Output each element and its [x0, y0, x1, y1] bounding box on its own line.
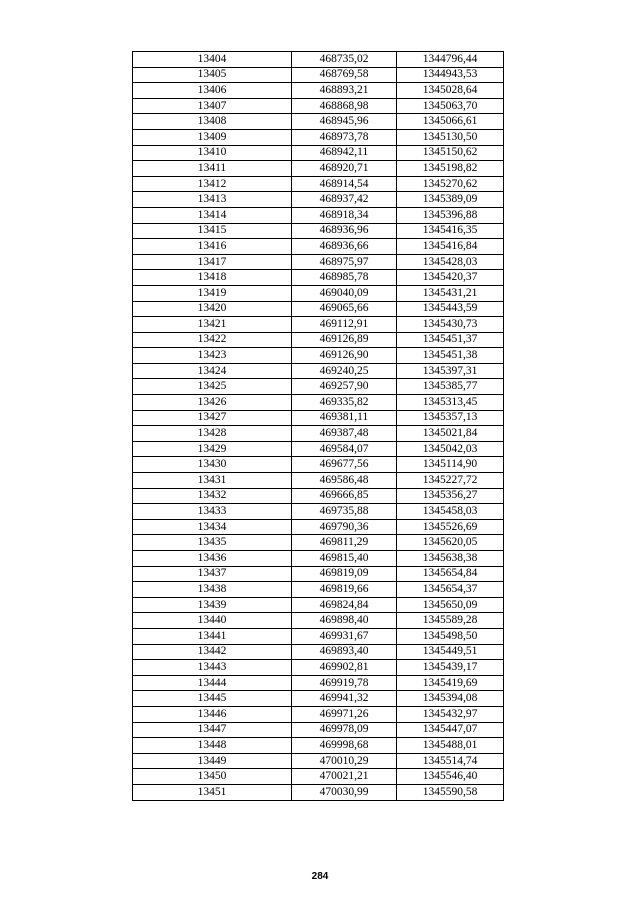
y-coordinate-cell: 1345270,62: [397, 176, 504, 192]
table-row: [133, 317, 504, 333]
x-coordinate-cell: 469112,91: [292, 317, 397, 333]
point-number-cell: 13404: [133, 52, 292, 68]
table-row: [133, 441, 504, 457]
y-coordinate-cell: 1345439,17: [397, 660, 504, 676]
point-number-cell: 13436: [133, 551, 292, 567]
point-number-cell: 13441: [133, 628, 292, 644]
point-number-cell: 13410: [133, 145, 292, 161]
table-row: [133, 395, 504, 411]
y-coordinate-cell: 1345590,58: [397, 784, 504, 800]
table-row: [133, 738, 504, 754]
point-number-cell: 13415: [133, 223, 292, 239]
point-number-cell: 13411: [133, 161, 292, 177]
point-number-cell: 13430: [133, 457, 292, 473]
point-number-cell: 13440: [133, 613, 292, 629]
y-coordinate-cell: 1345451,37: [397, 332, 504, 348]
point-number-cell: 13420: [133, 301, 292, 317]
table-row: [133, 223, 504, 239]
point-number-cell: 13446: [133, 706, 292, 722]
x-coordinate-cell: 469811,29: [292, 535, 397, 551]
y-coordinate-cell: 1345385,77: [397, 379, 504, 395]
x-coordinate-cell: 469677,56: [292, 457, 397, 473]
table-row: [133, 628, 504, 644]
y-coordinate-cell: 1345443,59: [397, 301, 504, 317]
table-row: [133, 660, 504, 676]
x-coordinate-cell: 469335,82: [292, 395, 397, 411]
table-row: [133, 301, 504, 317]
y-coordinate-cell: 1345198,82: [397, 161, 504, 177]
table-row: [133, 379, 504, 395]
y-coordinate-cell: 1345654,84: [397, 566, 504, 582]
x-coordinate-cell: 470030,99: [292, 784, 397, 800]
x-coordinate-cell: 468918,34: [292, 207, 397, 223]
y-coordinate-cell: 1345416,35: [397, 223, 504, 239]
point-number-cell: 13438: [133, 582, 292, 598]
point-number-cell: 13433: [133, 504, 292, 520]
x-coordinate-cell: 468868,98: [292, 98, 397, 114]
y-coordinate-cell: 1345458,03: [397, 504, 504, 520]
x-coordinate-cell: 469893,40: [292, 644, 397, 660]
x-coordinate-cell: 469941,32: [292, 691, 397, 707]
point-number-cell: 13405: [133, 67, 292, 83]
x-coordinate-cell: 469735,88: [292, 504, 397, 520]
x-coordinate-cell: 469387,48: [292, 426, 397, 442]
x-coordinate-cell: 468936,66: [292, 239, 397, 255]
x-coordinate-cell: 468920,71: [292, 161, 397, 177]
y-coordinate-cell: 1345650,09: [397, 597, 504, 613]
y-coordinate-cell: 1345227,72: [397, 473, 504, 489]
x-coordinate-cell: 468936,96: [292, 223, 397, 239]
y-coordinate-cell: 1345419,69: [397, 675, 504, 691]
table-row: [133, 67, 504, 83]
x-coordinate-cell: 468973,78: [292, 129, 397, 145]
x-coordinate-cell: 468937,42: [292, 192, 397, 208]
page-number: 284: [311, 871, 329, 882]
y-coordinate-cell: 1345498,50: [397, 628, 504, 644]
table-row: [133, 551, 504, 567]
point-number-cell: 13424: [133, 363, 292, 379]
table-row: [133, 52, 504, 68]
table-row: [133, 207, 504, 223]
table-row: [133, 769, 504, 785]
point-number-cell: 13422: [133, 332, 292, 348]
point-number-cell: 13431: [133, 473, 292, 489]
x-coordinate-cell: 469040,09: [292, 285, 397, 301]
point-number-cell: 13443: [133, 660, 292, 676]
point-number-cell: 13448: [133, 738, 292, 754]
point-number-cell: 13412: [133, 176, 292, 192]
y-coordinate-cell: 1345063,70: [397, 98, 504, 114]
y-coordinate-cell: 1345638,38: [397, 551, 504, 567]
table-row: [133, 83, 504, 99]
x-coordinate-cell: 468985,78: [292, 270, 397, 286]
table-row: [133, 426, 504, 442]
point-number-cell: 13421: [133, 317, 292, 333]
table-row: [133, 504, 504, 520]
point-number-cell: 13447: [133, 722, 292, 738]
y-coordinate-cell: 1345430,73: [397, 317, 504, 333]
y-coordinate-cell: 1345654,37: [397, 582, 504, 598]
table-row: [133, 457, 504, 473]
table-row: [133, 285, 504, 301]
point-number-cell: 13413: [133, 192, 292, 208]
table-row: [133, 582, 504, 598]
x-coordinate-cell: 469257,90: [292, 379, 397, 395]
x-coordinate-cell: 469126,89: [292, 332, 397, 348]
point-number-cell: 13434: [133, 519, 292, 535]
y-coordinate-cell: 1345432,97: [397, 706, 504, 722]
table-row: [133, 363, 504, 379]
x-coordinate-cell: 469240,25: [292, 363, 397, 379]
y-coordinate-cell: 1344943,53: [397, 67, 504, 83]
y-coordinate-cell: 1345396,88: [397, 207, 504, 223]
x-coordinate-cell: 469666,85: [292, 488, 397, 504]
x-coordinate-cell: 469381,11: [292, 410, 397, 426]
table-row: [133, 706, 504, 722]
table-row: [133, 784, 504, 800]
x-coordinate-cell: 469902,81: [292, 660, 397, 676]
x-coordinate-cell: 469815,40: [292, 551, 397, 567]
x-coordinate-cell: 469586,48: [292, 473, 397, 489]
x-coordinate-cell: 470010,29: [292, 753, 397, 769]
y-coordinate-cell: 1345620,05: [397, 535, 504, 551]
point-number-cell: 13409: [133, 129, 292, 145]
y-coordinate-cell: 1345546,40: [397, 769, 504, 785]
x-coordinate-cell: 469126,90: [292, 348, 397, 364]
x-coordinate-cell: 469971,26: [292, 706, 397, 722]
x-coordinate-cell: 469898,40: [292, 613, 397, 629]
y-coordinate-cell: 1345428,03: [397, 254, 504, 270]
y-coordinate-cell: 1345357,13: [397, 410, 504, 426]
x-coordinate-cell: 468893,21: [292, 83, 397, 99]
point-number-cell: 13432: [133, 488, 292, 504]
point-number-cell: 13419: [133, 285, 292, 301]
y-coordinate-cell: 1344796,44: [397, 52, 504, 68]
y-coordinate-cell: 1345488,01: [397, 738, 504, 754]
x-coordinate-cell: 468769,58: [292, 67, 397, 83]
table-row: [133, 675, 504, 691]
table-row: [133, 535, 504, 551]
x-coordinate-cell: 469790,36: [292, 519, 397, 535]
point-number-cell: 13408: [133, 114, 292, 130]
table-body: [133, 52, 504, 801]
x-coordinate-cell: 469998,68: [292, 738, 397, 754]
point-number-cell: 13423: [133, 348, 292, 364]
table-row: [133, 597, 504, 613]
y-coordinate-cell: 1345042,03: [397, 441, 504, 457]
point-number-cell: 13418: [133, 270, 292, 286]
point-number-cell: 13445: [133, 691, 292, 707]
point-number-cell: 13451: [133, 784, 292, 800]
point-number-cell: 13428: [133, 426, 292, 442]
table-row: [133, 129, 504, 145]
point-number-cell: 13429: [133, 441, 292, 457]
x-coordinate-cell: 469584,07: [292, 441, 397, 457]
y-coordinate-cell: 1345028,64: [397, 83, 504, 99]
y-coordinate-cell: 1345589,28: [397, 613, 504, 629]
point-number-cell: 13435: [133, 535, 292, 551]
x-coordinate-cell: 470021,21: [292, 769, 397, 785]
point-number-cell: 13414: [133, 207, 292, 223]
y-coordinate-cell: 1345431,21: [397, 285, 504, 301]
x-coordinate-cell: 468735,02: [292, 52, 397, 68]
table-row: [133, 488, 504, 504]
x-coordinate-cell: 469819,09: [292, 566, 397, 582]
x-coordinate-cell: 469919,78: [292, 675, 397, 691]
point-number-cell: 13442: [133, 644, 292, 660]
table-row: [133, 254, 504, 270]
y-coordinate-cell: 1345066,61: [397, 114, 504, 130]
table-row: [133, 348, 504, 364]
table-row: [133, 473, 504, 489]
y-coordinate-cell: 1345526,69: [397, 519, 504, 535]
y-coordinate-cell: 1345150,62: [397, 145, 504, 161]
y-coordinate-cell: 1345449,51: [397, 644, 504, 660]
y-coordinate-cell: 1345451,38: [397, 348, 504, 364]
y-coordinate-cell: 1345394,08: [397, 691, 504, 707]
point-number-cell: 13449: [133, 753, 292, 769]
y-coordinate-cell: 1345389,09: [397, 192, 504, 208]
point-number-cell: 13439: [133, 597, 292, 613]
table-row: [133, 410, 504, 426]
table-row: [133, 332, 504, 348]
x-coordinate-cell: 468914,54: [292, 176, 397, 192]
table-row: [133, 566, 504, 582]
x-coordinate-cell: 468942,11: [292, 145, 397, 161]
y-coordinate-cell: 1345416,84: [397, 239, 504, 255]
point-number-cell: 13407: [133, 98, 292, 114]
table-row: [133, 722, 504, 738]
point-number-cell: 13427: [133, 410, 292, 426]
y-coordinate-cell: 1345130,50: [397, 129, 504, 145]
point-number-cell: 13444: [133, 675, 292, 691]
point-number-cell: 13417: [133, 254, 292, 270]
x-coordinate-cell: 469824,84: [292, 597, 397, 613]
x-coordinate-cell: 468945,96: [292, 114, 397, 130]
y-coordinate-cell: 1345447,07: [397, 722, 504, 738]
y-coordinate-cell: 1345356,27: [397, 488, 504, 504]
table-row: [133, 644, 504, 660]
y-coordinate-cell: 1345514,74: [397, 753, 504, 769]
table-row: [133, 114, 504, 130]
table-row: [133, 270, 504, 286]
table-row: [133, 98, 504, 114]
point-number-cell: 13416: [133, 239, 292, 255]
table-row: [133, 239, 504, 255]
point-number-cell: 13426: [133, 395, 292, 411]
table-row: [133, 161, 504, 177]
x-coordinate-cell: 468975,97: [292, 254, 397, 270]
y-coordinate-cell: 1345397,31: [397, 363, 504, 379]
x-coordinate-cell: 469819,66: [292, 582, 397, 598]
table-row: [133, 753, 504, 769]
table-row: [133, 691, 504, 707]
table-row: [133, 176, 504, 192]
x-coordinate-cell: 469931,67: [292, 628, 397, 644]
y-coordinate-cell: 1345420,37: [397, 270, 504, 286]
table-row: [133, 145, 504, 161]
point-number-cell: 13406: [133, 83, 292, 99]
coordinates-table: [132, 51, 504, 801]
point-number-cell: 13437: [133, 566, 292, 582]
y-coordinate-cell: 1345021,84: [397, 426, 504, 442]
y-coordinate-cell: 1345114,90: [397, 457, 504, 473]
y-coordinate-cell: 1345313,45: [397, 395, 504, 411]
x-coordinate-cell: 469978,09: [292, 722, 397, 738]
table-row: [133, 192, 504, 208]
table-row: [133, 519, 504, 535]
x-coordinate-cell: 469065,66: [292, 301, 397, 317]
point-number-cell: 13425: [133, 379, 292, 395]
table-row: [133, 613, 504, 629]
point-number-cell: 13450: [133, 769, 292, 785]
